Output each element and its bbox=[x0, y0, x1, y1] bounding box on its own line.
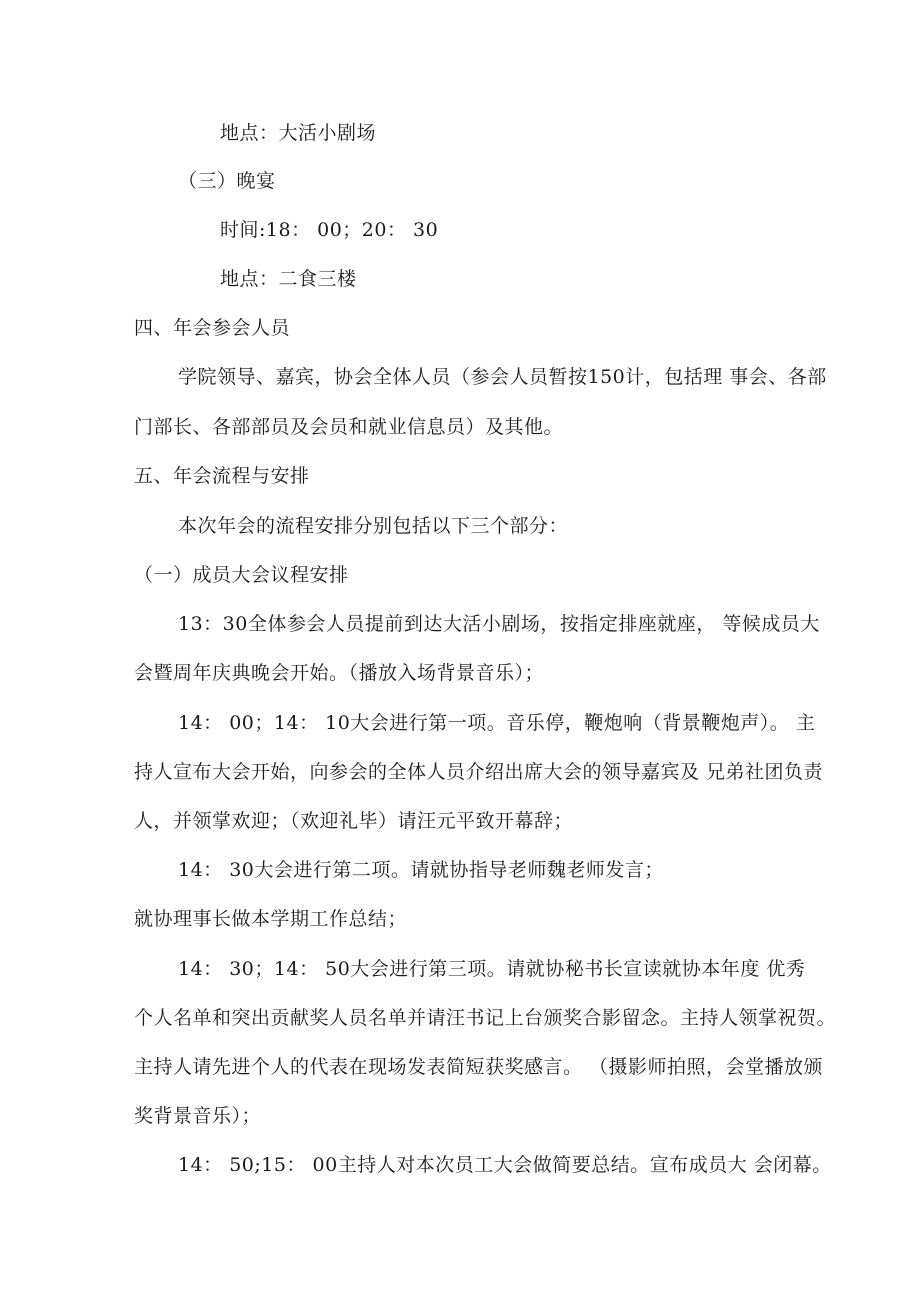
section-five-heading: 五、年会流程与安排 bbox=[134, 465, 310, 487]
agenda-1450-line-1: 14： 30；14： 50大会进行第三项。请就协秘书长宣读就协本年度 优秀 bbox=[178, 958, 806, 980]
agenda-1450-line-3: 主持人请先进个人的代表在现场发表简短获奖感言。 （摄影师拍照，会堂播放颁 bbox=[134, 1056, 824, 1078]
subsection-one-heading: （一）成员大会议程安排 bbox=[134, 564, 349, 586]
venue-line-1: 地点：大活小剧场 bbox=[220, 122, 377, 144]
dinner-time-line: 时间:18： 00；20： 30 bbox=[220, 219, 439, 241]
agenda-1400-line-3: 人，并领掌欢迎；（欢迎礼毕）请汪元平致开幕辞； bbox=[134, 810, 574, 832]
agenda-1330-line-1: 13：30全体参会人员提前到达大活小剧场，按指定排座就座， 等候成员大 bbox=[178, 613, 820, 635]
agenda-1450-line-2: 个人名单和突出贡献奖人员名单并请汪书记上台颁奖合影留念。主持人领掌祝贺。 bbox=[134, 1007, 837, 1029]
agenda-1400-line-2: 持人宣布大会开始，向参会的全体人员介绍出席大会的领导嘉宾及 兄弟社团负责 bbox=[134, 761, 824, 783]
agenda-1430-line-1: 14： 30大会进行第二项。请就协指导老师魏老师发言； bbox=[178, 859, 664, 881]
agenda-1450-line-4: 奖背景音乐）； bbox=[134, 1105, 262, 1127]
dinner-venue-line: 地点：二食三楼 bbox=[220, 268, 357, 290]
participants-paragraph-line-2: 门部长、各部部员及会员和就业信息员）及其他。 bbox=[134, 416, 564, 438]
agenda-1430-line-2: 就协理事长做本学期工作总结； bbox=[134, 908, 408, 930]
section-dinner-heading: （三）晚宴 bbox=[178, 170, 276, 192]
agenda-1400-line-1: 14： 00；14： 10大会进行第一项。音乐停，鞭炮响（背景鞭炮声）。 主 bbox=[178, 712, 816, 734]
agenda-1330-line-2: 会暨周年庆典晚会开始。（播放入场背景音乐）； bbox=[134, 662, 545, 684]
agenda-1500-line: 14： 50;15： 00主持人对本次员工大会做简要总结。宣布成员大 会闭幕。 bbox=[178, 1154, 832, 1176]
participants-paragraph-line-1: 学院领导、嘉宾，协会全体人员（参会人员暂按150计，包括理 事会、各部 bbox=[178, 366, 827, 388]
flow-intro-line: 本次年会的流程安排分别包括以下三个部分： bbox=[178, 515, 569, 537]
section-four-heading: 四、年会参会人员 bbox=[134, 317, 291, 339]
